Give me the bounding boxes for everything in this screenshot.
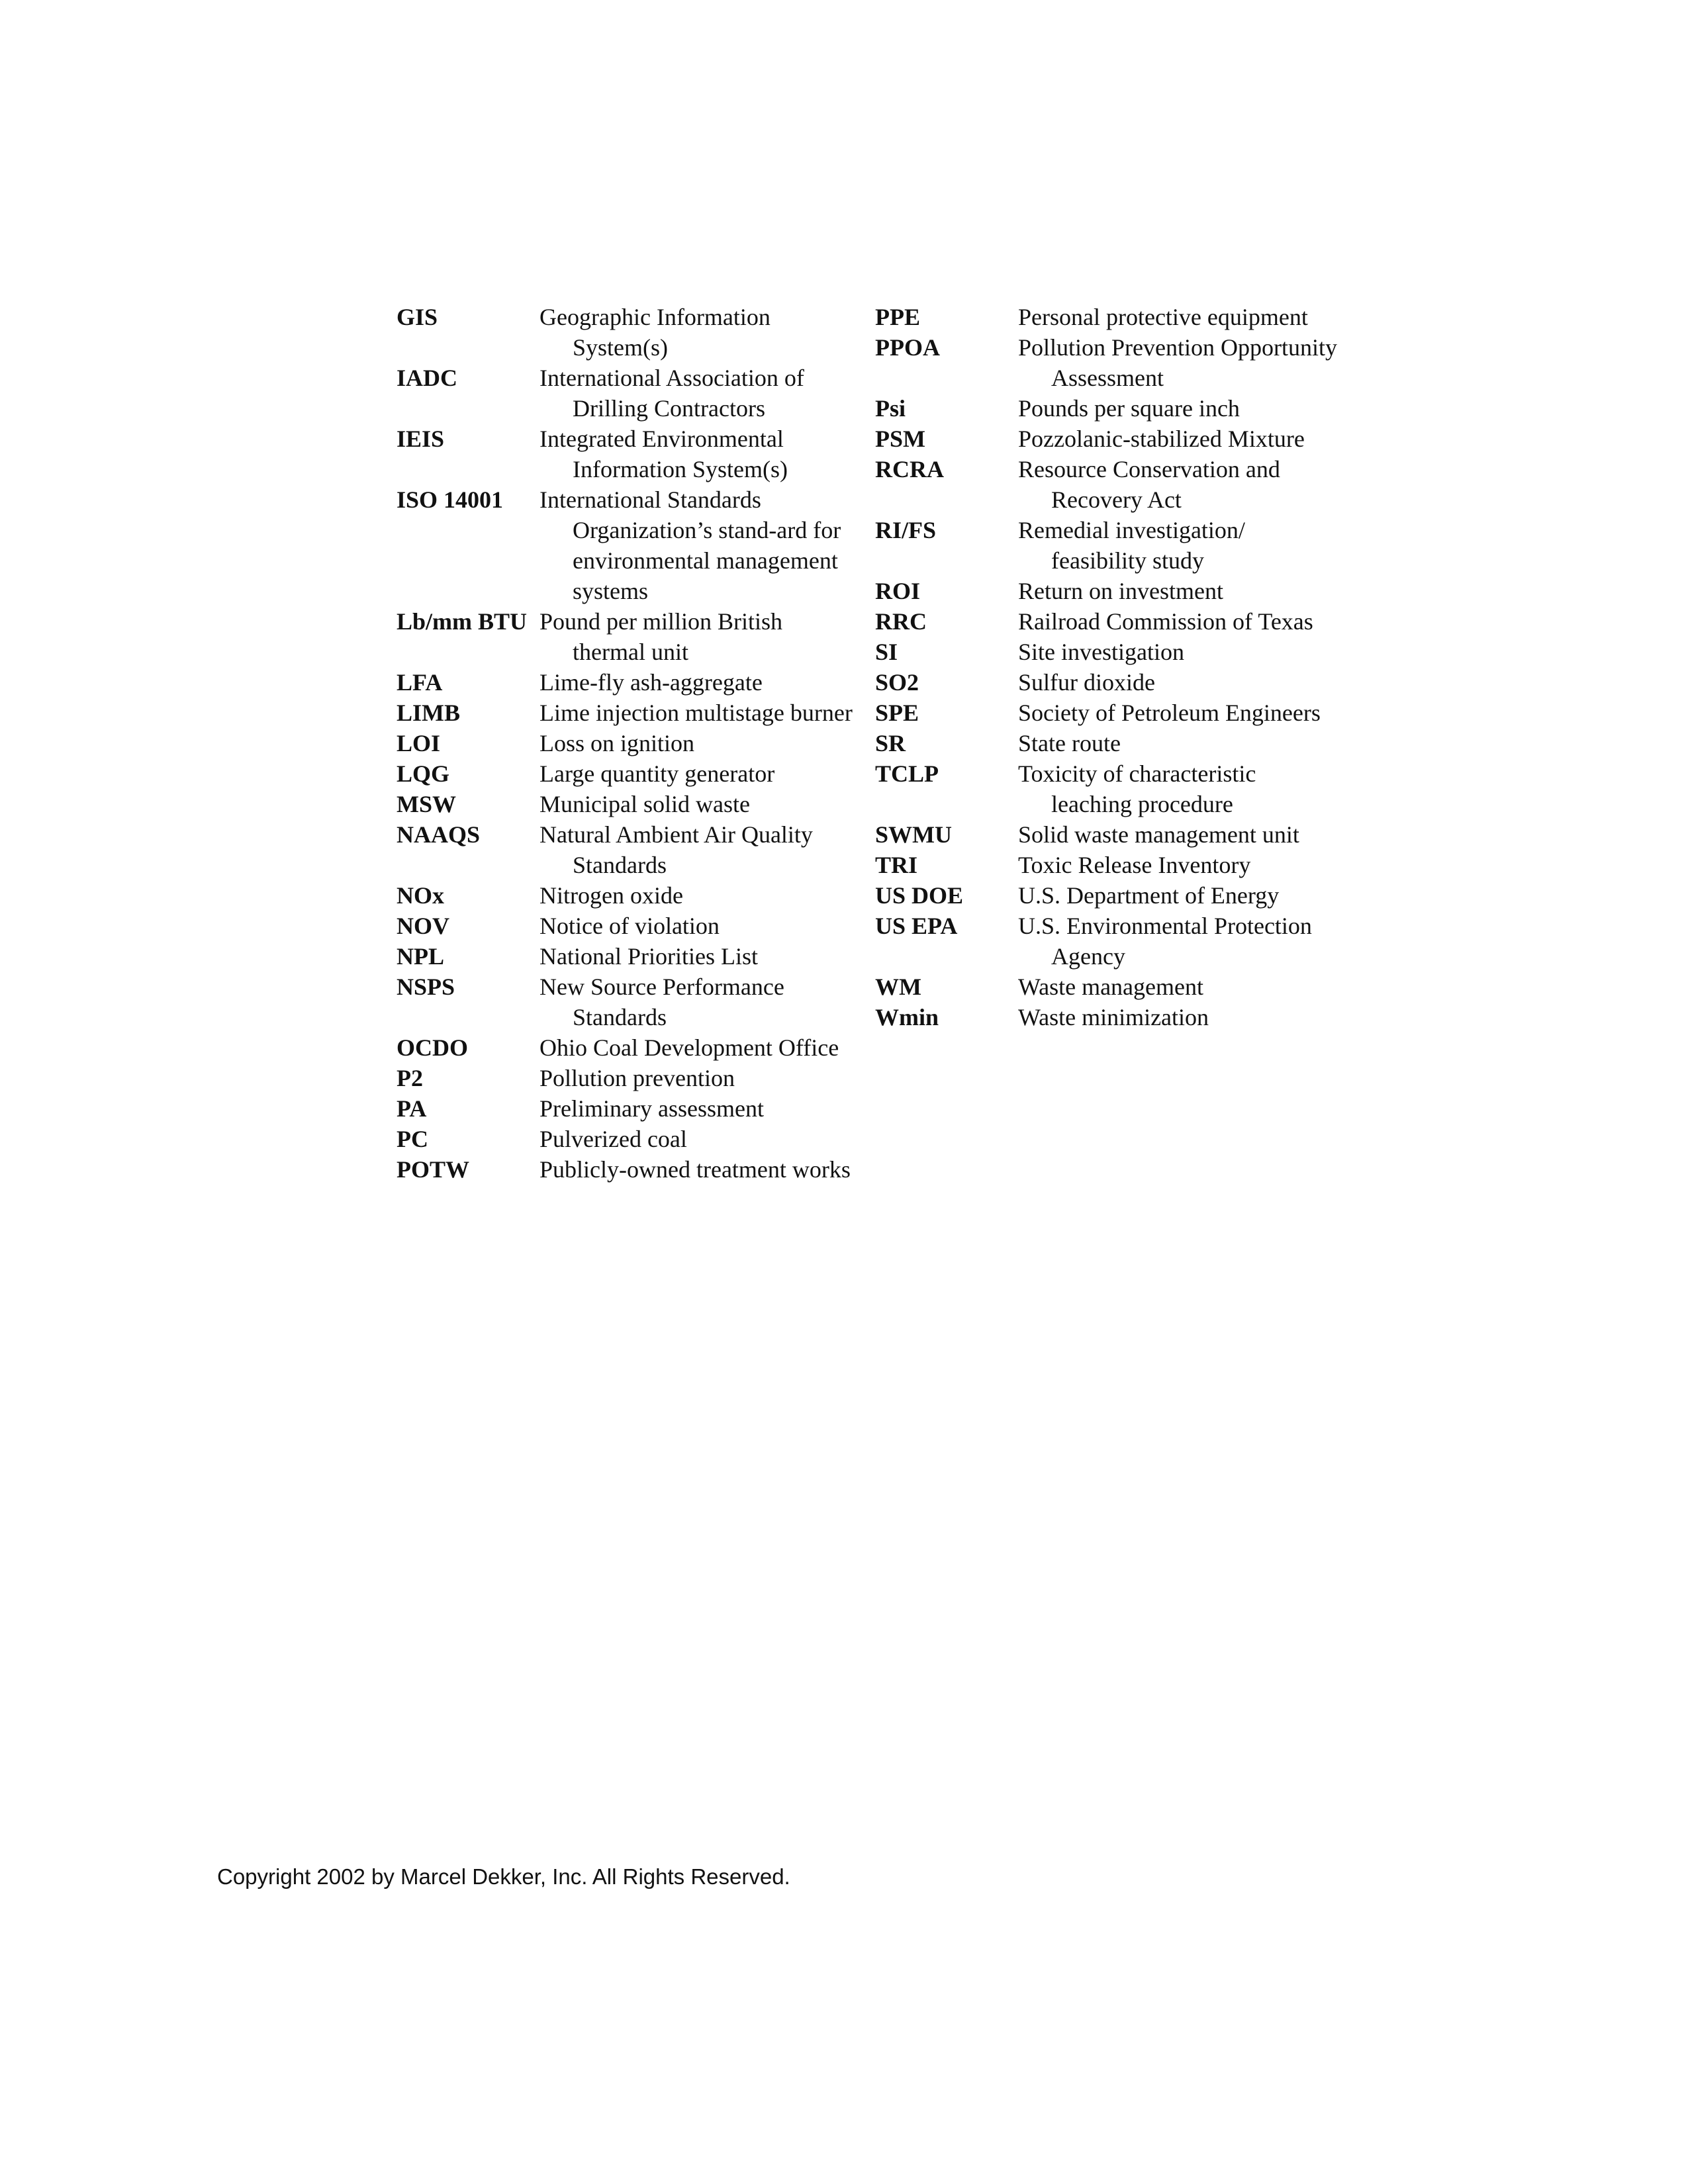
glossary-entry: [875, 758, 1338, 819]
glossary-definition: Preliminary assessment: [539, 1095, 764, 1122]
glossary-definition: Pollution Prevention Opportunity Assessment: [1018, 334, 1337, 391]
glossary-definition: Integrated Environmental Information System(s): [539, 426, 788, 482]
glossary-abbreviation: LOI: [397, 730, 441, 756]
glossary-definition: State route: [1018, 730, 1121, 756]
glossary-entry: [397, 758, 860, 789]
glossary-definition: Publicly-owned treatment works: [539, 1156, 851, 1183]
glossary-abbreviation: PPE: [875, 304, 920, 330]
glossary-entry: [875, 424, 1338, 454]
glossary-definition: Site investigation: [1018, 639, 1184, 665]
glossary-definition: Pozzolanic-stabilized Mixture: [1018, 426, 1305, 452]
glossary-entry: [397, 728, 860, 758]
glossary-entry: [397, 1063, 860, 1093]
glossary-definition: New Source Performance Standards: [539, 974, 784, 1030]
glossary-abbreviation: PC: [397, 1126, 428, 1152]
glossary-entry: [397, 941, 860, 972]
glossary-definition: Pollution prevention: [539, 1065, 735, 1091]
glossary-abbreviation: RCRA: [875, 456, 944, 482]
glossary-entry: [875, 454, 1338, 515]
glossary-definition: Resource Conservation and Recovery Act: [1018, 456, 1280, 513]
glossary-entry: [397, 911, 860, 941]
glossary-entry: [875, 728, 1338, 758]
glossary-definition: National Priorities List: [539, 943, 758, 970]
glossary-entry: [875, 880, 1338, 911]
glossary-abbreviation: US EPA: [875, 913, 958, 939]
glossary-abbreviation: NPL: [397, 943, 444, 970]
glossary-right-column: [875, 302, 1338, 1032]
glossary-definition: Pounds per square inch: [1018, 395, 1240, 422]
glossary-abbreviation: Wmin: [875, 1004, 939, 1030]
glossary-entry: [875, 332, 1338, 393]
glossary-abbreviation: Lb/mm BTU: [397, 608, 528, 635]
glossary-entry: [875, 819, 1338, 850]
glossary-definition: Toxic Release Inventory: [1018, 852, 1251, 878]
glossary-entry: [397, 698, 860, 728]
glossary-entry: [397, 880, 860, 911]
glossary-entry: [397, 606, 860, 667]
glossary-definition: Personal protective equipment: [1018, 304, 1308, 330]
glossary-abbreviation: SI: [875, 639, 898, 665]
glossary-entry: [397, 1093, 860, 1124]
glossary-abbreviation: WM: [875, 974, 921, 1000]
glossary-entry: [397, 789, 860, 819]
glossary-definition: U.S. Environmental Protection Agency: [1018, 913, 1312, 970]
glossary-definition: Remedial investigation/ feasibility study: [1018, 517, 1245, 574]
glossary-definition: Notice of violation: [539, 913, 720, 939]
glossary-abbreviation: Psi: [875, 395, 906, 422]
glossary-definition: Sulfur dioxide: [1018, 669, 1155, 696]
glossary-abbreviation: OCDO: [397, 1034, 468, 1061]
glossary-abbreviation: ROI: [875, 578, 921, 604]
glossary-entry: [397, 302, 860, 363]
glossary-entry: [875, 1002, 1338, 1032]
glossary-entry: [397, 972, 860, 1032]
glossary-abbreviation: NSPS: [397, 974, 455, 1000]
glossary-entry: [397, 1154, 860, 1185]
glossary-definition: Loss on ignition: [539, 730, 695, 756]
glossary-definition: International Association of Drilling Contractors: [539, 365, 804, 422]
glossary-definition: Municipal solid waste: [539, 791, 750, 817]
glossary-abbreviation: SPE: [875, 700, 919, 726]
glossary-entry: [397, 819, 860, 880]
glossary-abbreviation: IADC: [397, 365, 458, 391]
glossary-definition: Nitrogen oxide: [539, 882, 683, 909]
glossary-entry: [875, 637, 1338, 667]
copyright-footer: Copyright 2002 by Marcel Dekker, Inc. All Rights Reserved.: [217, 1864, 790, 1889]
glossary-definition: Solid waste management unit: [1018, 821, 1299, 848]
glossary-definition: Pulverized coal: [539, 1126, 687, 1152]
glossary-definition: Railroad Commission of Texas: [1018, 608, 1313, 635]
glossary-definition: Lime-fly ash-aggregate: [539, 669, 763, 696]
glossary-definition: U.S. Department of Energy: [1018, 882, 1280, 909]
glossary-entry: [875, 606, 1338, 637]
glossary-abbreviation: PPOA: [875, 334, 940, 361]
glossary-entry: [875, 576, 1338, 606]
glossary-abbreviation: TCLP: [875, 760, 939, 787]
glossary-entry: [397, 667, 860, 698]
glossary-abbreviation: MSW: [397, 791, 456, 817]
glossary-definition: Geographic Information System(s): [539, 304, 771, 361]
glossary-entry: [875, 515, 1338, 576]
glossary-definition: International Standards Organization’s stand-ard for environmental management systems: [539, 486, 841, 604]
glossary-definition: Waste management: [1018, 974, 1203, 1000]
glossary-abbreviation: SWMU: [875, 821, 952, 848]
glossary-entry: [875, 972, 1338, 1002]
glossary-abbreviation: NOx: [397, 882, 444, 909]
glossary-entry: [875, 698, 1338, 728]
glossary-abbreviation: RI/FS: [875, 517, 937, 543]
glossary-entry: [397, 484, 860, 606]
glossary-entry: [875, 302, 1338, 332]
glossary-abbreviation: SR: [875, 730, 906, 756]
glossary-definition: Large quantity generator: [539, 760, 775, 787]
glossary-definition: Waste minimization: [1018, 1004, 1209, 1030]
glossary-abbreviation: ISO 14001: [397, 486, 504, 513]
glossary-abbreviation: LIMB: [397, 700, 461, 726]
glossary-entry: [397, 1032, 860, 1063]
glossary-definition: Society of Petroleum Engineers: [1018, 700, 1321, 726]
glossary-entry: [397, 1124, 860, 1154]
glossary-abbreviation: TRI: [875, 852, 918, 878]
glossary-definition: Ohio Coal Development Office: [539, 1034, 839, 1061]
glossary-left-column: [397, 302, 860, 1185]
glossary-definition: Natural Ambient Air Quality Standards: [539, 821, 813, 878]
glossary-abbreviation: POTW: [397, 1156, 470, 1183]
glossary-entry: [875, 667, 1338, 698]
glossary-abbreviation: LFA: [397, 669, 443, 696]
glossary-abbreviation: PA: [397, 1095, 427, 1122]
glossary-entry: [875, 393, 1338, 424]
glossary-abbreviation: IEIS: [397, 426, 445, 452]
glossary-definition: Return on investment: [1018, 578, 1223, 604]
glossary-abbreviation: PSM: [875, 426, 925, 452]
glossary-definition: Toxicity of characteristic leaching procedure: [1018, 760, 1256, 817]
glossary-abbreviation: GIS: [397, 304, 438, 330]
glossary-abbreviation: SO2: [875, 669, 919, 696]
glossary-entry: [397, 363, 860, 424]
glossary-entry: [875, 850, 1338, 880]
glossary-abbreviation: LQG: [397, 760, 450, 787]
glossary-entry: [397, 424, 860, 484]
glossary-abbreviation: NOV: [397, 913, 449, 939]
glossary-abbreviation: P2: [397, 1065, 423, 1091]
glossary-definition: Pound per million British thermal unit: [539, 608, 783, 665]
glossary-abbreviation: NAAQS: [397, 821, 481, 848]
glossary-abbreviation: US DOE: [875, 882, 964, 909]
glossary-entry: [875, 911, 1338, 972]
glossary-abbreviation: RRC: [875, 608, 927, 635]
glossary-definition: Lime injection multistage burner: [539, 700, 853, 726]
